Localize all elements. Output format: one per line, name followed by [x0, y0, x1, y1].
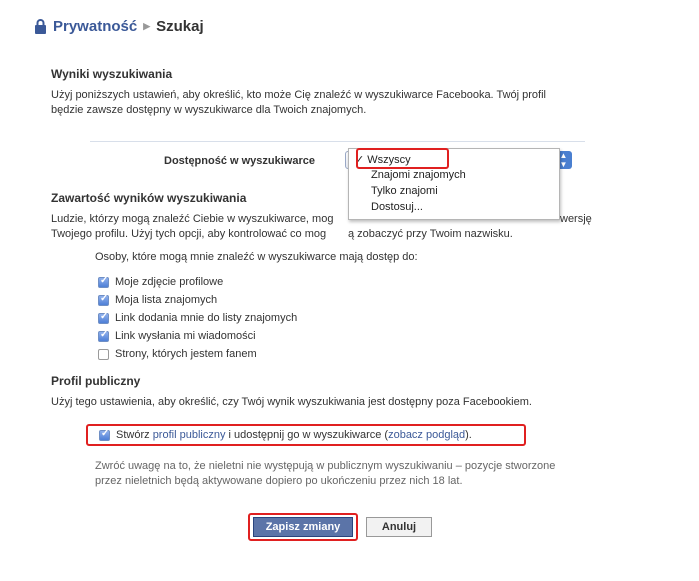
page-title: Szukaj — [156, 18, 204, 35]
cancel-button[interactable]: Anuluj — [366, 517, 432, 537]
save-button[interactable]: Zapisz zmiany — [253, 517, 353, 537]
select-arrows-icon[interactable]: ▲ ▼ — [555, 151, 572, 169]
content-desc-line2-a: Twojego profilu. Użyj tych opcji, aby kontrolować co mog — [51, 228, 327, 240]
checkbox[interactable]: ✓ — [101, 427, 110, 439]
option-friend-list[interactable]: ✓ Moja lista znajomych — [100, 292, 218, 306]
dropdown-option-custom[interactable]: Dostosuj... — [371, 201, 423, 213]
divider — [90, 141, 585, 142]
option-public-profile[interactable]: ✓ Stwórz profil publiczny i udostępnij go w wyszukiwarce ( zobacz podgląd ). — [101, 427, 472, 441]
highlight-selected-option — [356, 148, 449, 169]
option-profile-photo[interactable]: ✓ Moje zdjęcie profilowe — [100, 274, 224, 288]
checkbox[interactable] — [98, 349, 109, 360]
content-desc-line2-b: ą zobaczyć przy Twoim nazwisku. — [348, 228, 513, 240]
dropdown-option-friends-only[interactable]: Tylko znajomi — [371, 185, 438, 197]
public-profile-link[interactable]: profil publiczny — [152, 429, 226, 441]
minors-note-line2: przez nieletnich będą aktywowane dopiero po ukończeniu przez nich 18 lat. — [95, 475, 463, 487]
search-visibility-label: Dostępność w wyszukiwarce — [164, 155, 315, 167]
dropdown-option-friends-of-friends[interactable]: Znajomi znajomych — [371, 169, 466, 181]
dropdown-option-everyone[interactable]: ✓ Wszyscy — [355, 154, 411, 166]
breadcrumb — [34, 18, 204, 35]
public-profile-heading: Profil publiczny — [51, 374, 141, 388]
minors-note-line1: Zwróć uwagę na to, że nieletni nie występują w publicznym wyszukiwaniu – pozycje stworzone — [95, 460, 556, 472]
content-desc-line1-a: Ludzie, którzy mogą znaleźć Ciebie w wyszukiwarce, mog — [51, 213, 334, 225]
option-fan-pages[interactable]: Strony, których jestem fanem — [98, 348, 257, 360]
preview-link[interactable]: zobacz podgląd — [388, 429, 466, 441]
check-icon: ✓ — [355, 154, 365, 166]
public-profile-desc: Użyj tego ustawienia, aby określić, czy Twój wynik wyszukiwania jest dostępny poza Facebookiem. — [51, 396, 532, 408]
search-results-desc-line1: Użyj poniższych ustawień, aby określić, kto może Cię znaleźć w wyszukiwarce Facebooka. Twój profil — [51, 89, 546, 101]
checkbox[interactable]: ✓ — [100, 292, 109, 304]
checkbox[interactable]: ✓ — [100, 274, 109, 286]
access-intro: Osoby, które mogą mnie znaleźć w wyszukiwarce mają dostęp do: — [95, 251, 418, 263]
option-add-friend-link[interactable]: ✓ Link dodania mnie do listy znajomych — [100, 310, 298, 324]
lock-icon — [34, 19, 47, 34]
content-desc-line1-b: wersję — [560, 213, 592, 225]
search-results-heading: Wyniki wyszukiwania — [51, 67, 173, 81]
checkbox[interactable]: ✓ — [100, 328, 109, 340]
checkbox[interactable]: ✓ — [100, 310, 109, 322]
breadcrumb-privacy-link[interactable]: Prywatność — [53, 18, 138, 35]
content-heading: Zawartość wyników wyszukiwania — [51, 191, 247, 205]
search-results-desc-line2: będzie zawsze dostępny w wyszukiwarce dla Twoich znajomych. — [51, 104, 367, 116]
breadcrumb-arrow-icon: ▶ — [143, 21, 151, 31]
option-message-link[interactable]: ✓ Link wysłania mi wiadomości — [100, 328, 256, 342]
